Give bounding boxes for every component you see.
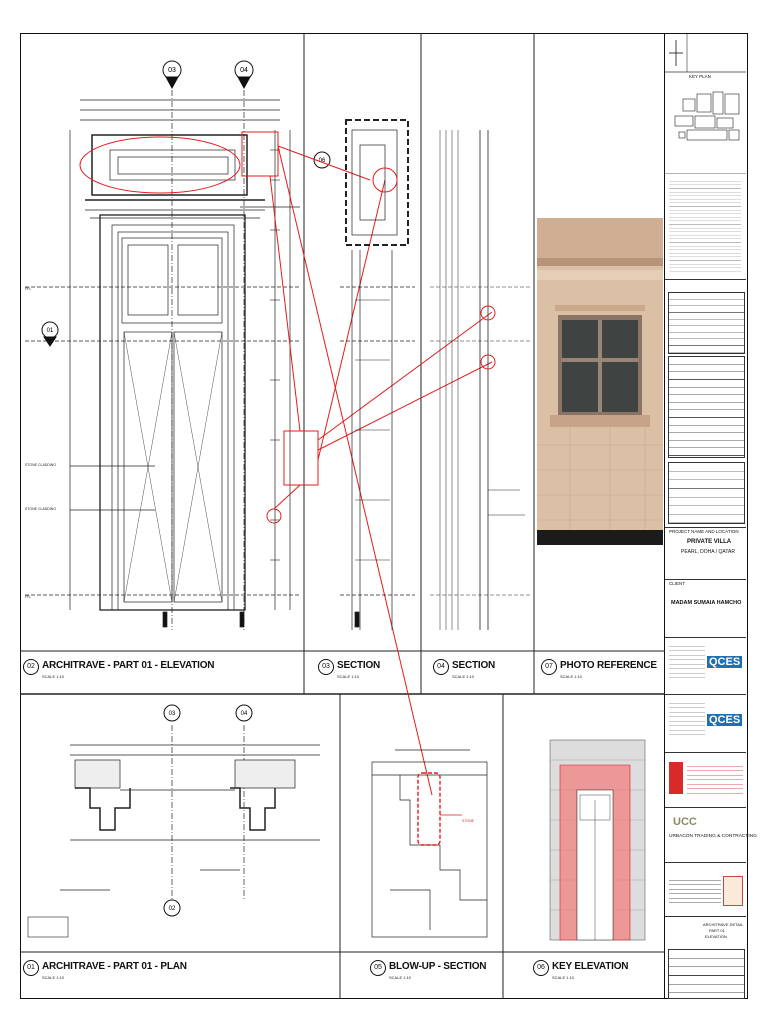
scale-section-03: SCALE 1:10 [337,674,360,679]
title-key-elevation: KEY ELEVATION [552,961,629,972]
svg-text:STONE CLADDING: STONE CLADDING [25,507,57,511]
redline-markups [80,132,492,795]
plan-marker-label-03: 03 [168,711,176,717]
tb-row [665,807,746,808]
title-photo-reference: PHOTO REFERENCE [560,660,657,671]
consultant-logo [669,762,683,794]
project-name: PRIVATE VILLA [687,539,732,545]
scale-blowup-section: SCALE 1:10 [389,975,412,980]
section-03-drawing [340,120,415,630]
project-location: PEARL, DOHA / QATAR [681,549,735,555]
photo-reference [537,218,663,545]
scale-photo-reference: SCALE 1:10 [560,674,583,679]
client-name: MADAM SUMAIA HAMCHO [671,600,742,606]
reference-table [668,356,745,458]
revision-table [668,292,745,354]
tb-row [665,862,746,863]
qces-logo-2: QCES [709,714,741,726]
title-number-07: 07 [541,659,557,675]
blowup-drawing [372,750,487,937]
plan-marker-label-04: 04 [240,711,248,717]
status-table [668,462,745,524]
tb-row [665,694,746,695]
scale-key-elevation: SCALE 1:10 [552,975,575,980]
marker-label-01: 01 [46,328,54,334]
subcontractor-logo [723,876,743,906]
marker-label-04: 04 [240,67,248,74]
key-plan-label: KEY PLAN [689,74,711,79]
key-plan-graphic [665,34,746,174]
title-number-02: 02 [23,659,39,675]
ucc-logo: UCC [673,816,697,828]
title-number-04: 04 [433,659,449,675]
contractor-name: URBACON TRADING & CONTRACTING [669,834,757,839]
client-label: CLIENT [669,581,686,586]
marker-label-06: 06 [318,158,326,164]
section-marker-04 [235,61,253,88]
qces-logo-1: QCES [709,656,741,668]
subcontractor-details [669,876,721,904]
drawing-title-line-3: ELEVATION [705,934,727,939]
scale-plan: SCALE 1:10 [42,975,65,980]
title-number-03: 03 [318,659,334,675]
title-block [665,33,757,999]
tb-row [665,279,746,280]
scale-elevation: SCALE 1:10 [42,674,65,679]
consultant-details [687,762,743,794]
svg-text:FFL: FFL [25,595,32,599]
svg-text:STONE CLADDING: STONE CLADDING [25,463,57,467]
title-number-05: 05 [370,960,386,976]
svg-text:STONE: STONE [462,819,474,823]
title-plan: ARCHITRAVE - PART 01 - PLAN [42,961,187,972]
title-number-01: 01 [23,960,39,976]
tb-row [665,916,746,917]
drawing-title-line-1: ARCHITRAVE DETAIL [703,922,744,927]
title-section-03: SECTION [337,660,381,671]
title-section-04: SECTION [452,660,496,671]
consultant-address-1 [669,642,705,682]
plan-markers [164,705,252,916]
plan-drawing [60,725,320,900]
elevation-drawing [25,90,300,630]
plan-marker-label-02: 02 [168,906,176,912]
section-04-drawing [430,130,530,630]
marker-label-03: 03 [168,67,176,74]
scale-section-04: SCALE 1:10 [452,674,475,679]
svg-text:FFL: FFL [25,287,32,291]
general-notes [669,178,741,273]
project-label: PROJECT NAME AND LOCATION [669,529,739,534]
drawing-title-line-2: PART 01 [709,928,725,933]
title-blowup-section: BLOW-UP - SECTION [389,961,487,972]
section-marker-01 [42,322,58,346]
section-marker-03 [163,61,181,88]
title-elevation: ARCHITRAVE - PART 01 - ELEVATION [42,660,215,671]
tb-row [665,752,746,753]
title-number-06: 06 [533,960,549,976]
key-elevation-drawing [550,740,645,940]
consultant-address-2 [669,699,705,739]
tb-row [665,579,746,580]
tb-row [665,637,746,638]
drawing-info-table [668,949,745,999]
tb-row [665,527,746,528]
